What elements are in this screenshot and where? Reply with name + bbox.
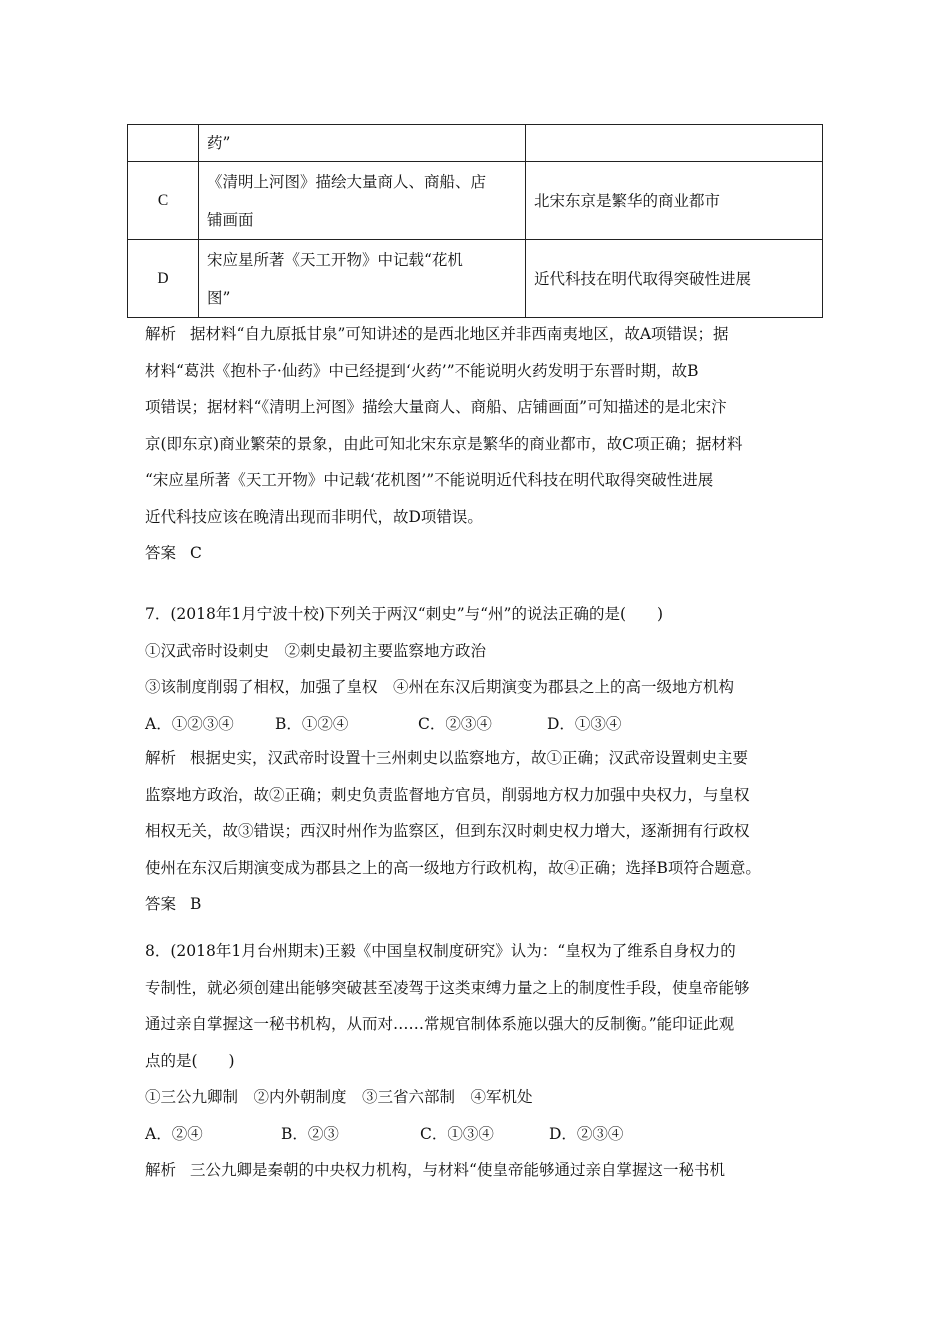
answer-label: 答案 — [145, 544, 177, 562]
question-items: ①三公九卿制 ②内外朝制度 ③三省六部制 ④军机处 — [145, 1088, 533, 1106]
question-stem-line: 点的是( ) — [145, 1051, 235, 1070]
material-line: 药” — [207, 134, 231, 152]
option-letter: D — [128, 240, 199, 318]
question-stem-line: 通过亲自掌握这一秘书机构，从而对……常规官制体系施以强大的反制衡。”能印证此观 — [145, 1015, 735, 1033]
explanation-line: 根据史实，汉武帝时设置十三州刺史以监察地方，故①正确；汉武帝设置刺史主要 — [190, 749, 749, 767]
answer-choices — [145, 706, 810, 743]
material-line: 宋应星所著《天工开物》中记载“花机 — [207, 250, 463, 269]
explanation-line: 项错误；据材料“《清明上河图》描绘大量商人、商船、店铺画面”可知描述的是北宋汴 — [145, 398, 727, 416]
question-items: ③该制度削弱了相权，加强了皇权 ④州在东汉后期演变为郡县之上的高一级地方机构 — [145, 678, 735, 696]
question-stem: 7．(2018年1月宁波十校)下列关于两汉“刺史”与“州”的说法正确的是( ) — [145, 605, 664, 623]
choice-c: C．①③④ — [420, 1124, 494, 1143]
question-8 — [145, 933, 810, 1189]
option-letter: C — [128, 162, 199, 240]
material-line: 图” — [207, 288, 231, 307]
choice-b: B．①②④ — [275, 714, 349, 733]
option-material — [199, 240, 526, 318]
explanation-label: 解析 — [145, 325, 177, 343]
explanation-line: 材料“葛洪《抱朴子·仙药》中已经提到‘火药’”不能说明火药发明于东晋时期，故B — [145, 361, 699, 380]
choice-b: B．②③ — [281, 1124, 339, 1143]
answer-value: B — [190, 895, 202, 913]
explanation-label: 解析 — [145, 1161, 177, 1179]
question-items: ①汉武帝时设刺史 ②刺史最初主要监察地方政治 — [145, 641, 487, 660]
explanation-label: 解析 — [145, 749, 177, 767]
explanation-7 — [145, 740, 810, 923]
choice-a: A．①②③④ — [145, 714, 234, 733]
choice-d: D．①③④ — [547, 714, 622, 733]
material-line: 《清明上河图》描绘大量商人、商船、店 — [207, 172, 487, 191]
choice-d: D．②③④ — [549, 1124, 624, 1143]
choice-c: C．②③④ — [418, 714, 492, 733]
table-row — [128, 162, 823, 240]
explanation-line: 相权无关，故③错误；西汉时州作为监察区，但到东汉时刺史权力增大，逐渐拥有行政权 — [145, 822, 750, 840]
table-row — [128, 240, 823, 318]
option-conclusion: 近代科技在明代取得突破性进展 — [526, 240, 823, 318]
answer-7 — [145, 886, 810, 923]
question-stem-line: 专制性，就必须创建出能够突破甚至凌驾于这类束缚力量之上的制度性手段，使皇帝能够 — [145, 978, 750, 997]
choice-a: A．②④ — [145, 1124, 203, 1143]
explanation-line: 京(即东京)商业繁荣的景象，由此可知北宋东京是繁华的商业都市，故C项正确；据材料 — [145, 434, 743, 453]
option-material — [199, 162, 526, 240]
option-conclusion — [526, 125, 823, 162]
question-stem-line: 8．(2018年1月台州期末)王毅《中国皇权制度研究》认为：“皇权为了维系自身权力的 — [145, 942, 736, 960]
material-line: 铺画面 — [207, 210, 254, 229]
option-material — [199, 125, 526, 162]
options-table — [127, 124, 823, 318]
explanation-line: 近代科技应该在晚清出现而非明代，故D项错误。 — [145, 507, 483, 526]
option-letter — [128, 125, 199, 162]
answer-6 — [145, 535, 810, 572]
table-row — [128, 125, 823, 162]
explanation-line: 使州在东汉后期演变成为郡县之上的高一级地方行政机构，故④正确；选择B项符合题意。 — [145, 858, 761, 877]
option-conclusion: 北宋东京是繁华的商业都市 — [526, 162, 823, 240]
answer-label: 答案 — [145, 895, 177, 913]
answer-value: C — [190, 544, 202, 562]
question-7 — [145, 596, 810, 742]
explanation-6 — [145, 316, 810, 572]
explanation-line: 三公九卿是秦朝的中央权力机构，与材料“使皇帝能够通过亲自掌握这一秘书机 — [190, 1161, 725, 1179]
explanation-line: 监察地方政治，故②正确；刺史负责监督地方官员，削弱地方权力加强中央权力，与皇权 — [145, 785, 750, 804]
answer-choices — [145, 1116, 810, 1153]
explanation-line: “宋应星所著《天工开物》中记载‘花机图’”不能说明近代科技在明代取得突破性进展 — [145, 471, 714, 489]
explanation-line: 据材料“自九原抵甘泉”可知讲述的是西北地区并非西南夷地区，故A项错误；据 — [190, 325, 729, 343]
